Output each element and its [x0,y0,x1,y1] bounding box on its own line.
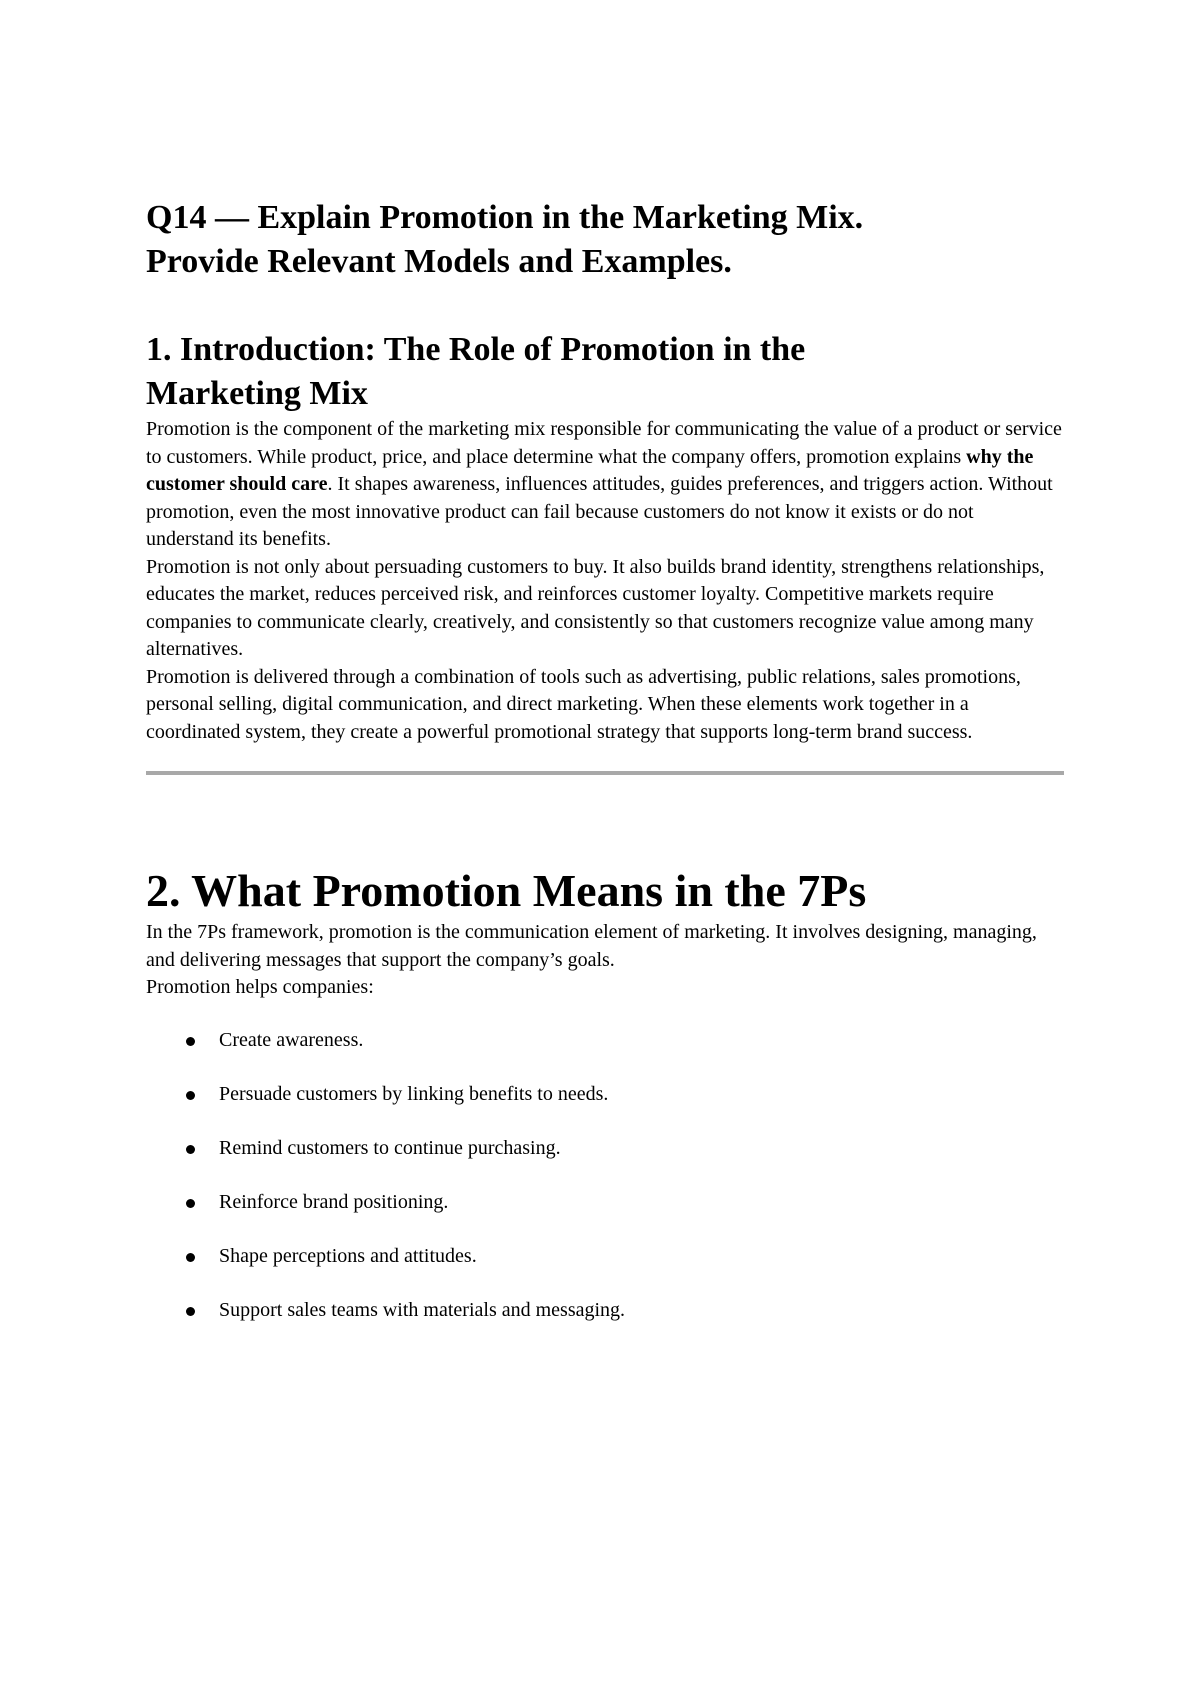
bullet-icon [186,1145,195,1154]
list-item-text: Support sales teams with materials and messaging. [219,1298,626,1321]
emphasis-text: why the customer should care [146,445,1034,495]
list-item-text: Remind customers to continue purchasing. [219,1136,561,1159]
document-page [146,196,1066,1351]
list-item [146,1027,1066,1055]
list-item [146,1189,1066,1217]
list-item [146,1081,1066,1109]
section-1-heading [146,328,1066,416]
section-1-paragraph-1 [146,416,1066,554]
bullet-icon [186,1091,195,1100]
list-item-text: Reinforce brand positioning. [219,1190,449,1213]
document-title-line-2: Provide Relevant Models and Examples. [146,243,732,280]
section-1-heading-line-2: Marketing Mix [146,375,368,412]
list-item-text: Create awareness. [219,1028,364,1051]
list-item [146,1243,1066,1271]
section-1-paragraph-2: Promotion is not only about persuading customers to buy. It also builds brand identity, strengthens relationships, educates the market, reduces perceived risk, and reinforces customer loyalty. Competitive markets require companies to communicate clearly, creatively, and consistently so that customers recognize value among many alternatives. [146,555,1045,660]
list-item [146,1297,1066,1325]
bullet-icon [186,1307,195,1316]
list-item-text: Persuade customers by linking benefits to needs. [219,1082,609,1105]
section-2-paragraph-2: Promotion helps companies: [146,976,374,998]
document-title [146,196,1066,284]
section-1-paragraph-3: Promotion is delivered through a combination of tools such as advertising, public relations, sales promotions, personal selling, digital communication, and direct marketing. When these elements work together in a coordinated system, they create a powerful promotional strategy that supports long-term brand success. [146,665,1021,743]
paragraph-text: Promotion is the component of the marketing mix responsible for communicating the value of a product or service to customers. While product, price, and place determine what the company offers, promotion explains [146,418,1062,468]
section-divider [146,771,1064,775]
bullet-icon [186,1253,195,1262]
list-item [146,1135,1066,1163]
bullet-icon [186,1037,195,1046]
document-title-line-1: Q14 — Explain Promotion in the Marketing Mix. [146,199,864,236]
bullet-icon [186,1199,195,1208]
list-item-text: Shape perceptions and attitudes. [219,1244,477,1267]
section-2-heading: 2. What Promotion Means in the 7Ps [146,865,867,916]
paragraph-text: . It shapes awareness, influences attitudes, guides preferences, and triggers action. Without promotion, even the most innovative product can fail because customers do not know it exists or do not understand its benefits. [146,473,1053,550]
section-1-heading-line-1: 1. Introduction: The Role of Promotion in the [146,331,806,368]
promotion-benefits-list [146,1027,1066,1325]
section-2-paragraph-1: In the 7Ps framework, promotion is the communication element of marketing. It involves designing, managing, and delivering messages that support the company’s goals. [146,921,1037,971]
